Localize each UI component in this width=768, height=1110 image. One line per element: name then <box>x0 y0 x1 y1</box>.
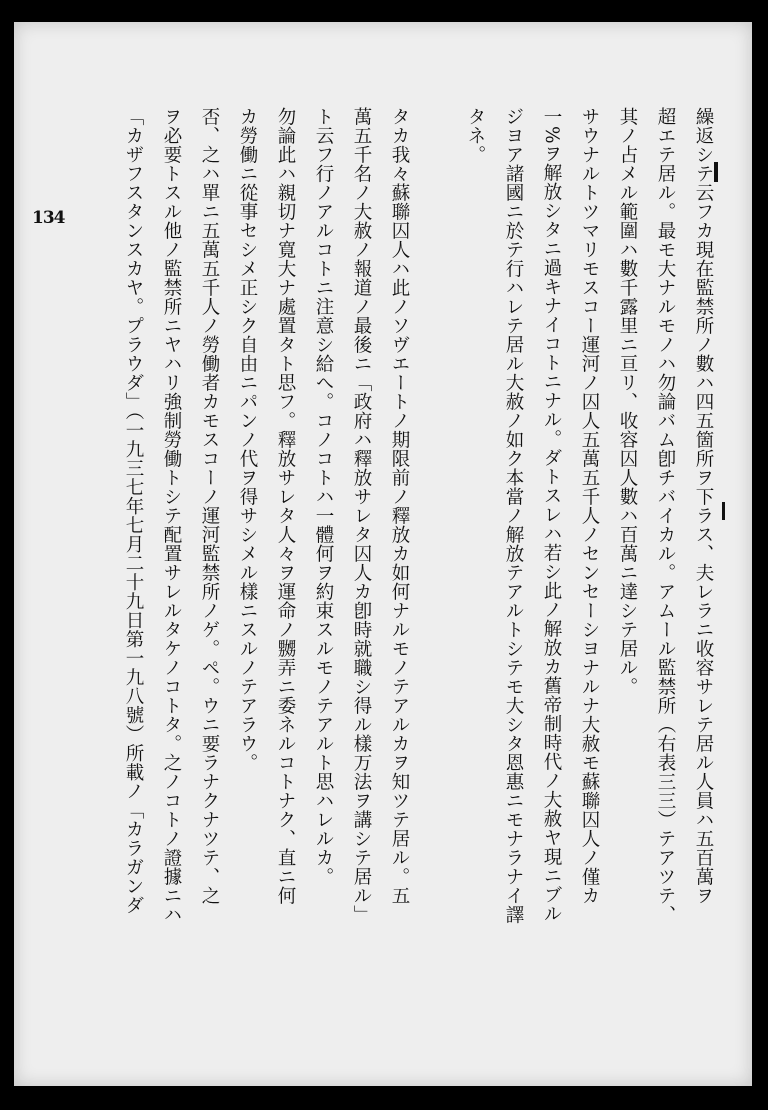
text-column-4: サウナルトツマリモスコー運河ノ囚人五萬五千人ノセンセーシヨナルナ大赦モ蘇聯囚人ノ僅カ <box>579 107 600 905</box>
page-number: 134 <box>32 208 65 228</box>
ink-mark <box>714 162 718 182</box>
document-page <box>14 22 752 1086</box>
text-column-10: 萬五千名ノ大赦ノ報道ノ最後ニ「政府ハ釋放サレタ囚人カ卽時就職シ得ル樣万法ヲ講シテ居ル」 <box>351 107 372 924</box>
ink-mark <box>722 502 725 520</box>
text-column-3: 其ノ占メル範圍ハ數千露里ニ亘リ、收容囚人數ハ百萬ニ達シテ居ル。 <box>617 107 638 696</box>
text-column-14: 否、之ハ單ニ五萬五千人ノ勞働者カモスコーノ運河監禁所ノゲ。ペ。ウニ要ラナクナツテ、之 <box>199 107 220 905</box>
text-column-15: ヲ必要トスル他ノ監禁所ニヤハリ強制勞働トシテ配置サレルタケノコトタ。之ノコトノ證據ニハ <box>161 107 182 924</box>
text-column-12: 勿論此ハ親切ナ寛大ナ處置タト思フ。釋放サレタ人々ヲ運命ノ嬲弄ニ委ネルコトナク、直ニ何 <box>275 107 296 905</box>
text-column-16: 「カザフスタンスカヤ。プラウダ」（一九三七年七月二十九日第一九八號）所載ノ「カラガンダ <box>123 107 144 915</box>
text-column-5: 一%ヲ解放シタニ過キナイコトニナル。ダトスレハ若シ此ノ解放カ舊帝制時代ノ大赦ヤ現ニブル <box>541 107 562 924</box>
text-column-7: タネ。 <box>465 107 486 164</box>
text-column-11: ト云フ行ノアルコトニ注意シ給へ。コノコトハ一體何ヲ約束スルモノテアルト思ハレルカ。 <box>313 107 334 886</box>
text-column-13: カ勞働ニ從事セシメ正シク自由ニパンノ代ヲ得サシメル樣ニスルノテアラウ。 <box>237 107 258 772</box>
text-column-2: 超エテ居ル。最モ大ナルモノハ勿論バム卽チバイカル。アムール監禁所（右表三三）テアツテ、 <box>655 107 676 924</box>
text-column-1: 繰返シテ云フカ現在監禁所ノ數ハ四五箇所ヲ下ラス、夫レラニ收容サレテ居ル人員ハ五百萬ヲ <box>693 107 714 905</box>
vertical-text-body <box>54 107 712 1026</box>
text-column-9: タカ我々蘇聯囚人ハ此ノソヴエートノ期限前ノ釋放カ如何ナルモノテアルカヲ知ツテ居ル。五 <box>389 107 410 905</box>
text-column-6: ジヨア諸國ニ於テ行ハレテ居ル大赦ノ如ク本當ノ解放テアルトシテモ大シタ恩惠ニモナラナイ譯 <box>503 107 524 924</box>
